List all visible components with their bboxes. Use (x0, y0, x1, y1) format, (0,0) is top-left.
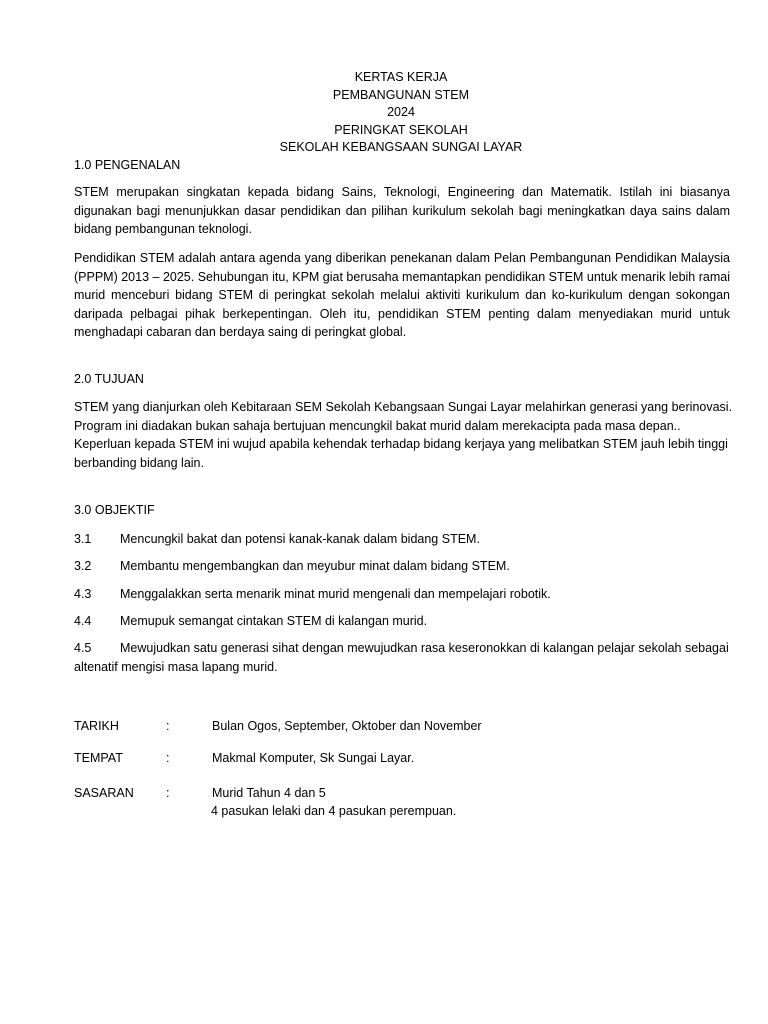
sasaran-colon: : (166, 786, 170, 800)
heading-objektif: 3.0 OBJEKTIF (74, 503, 155, 517)
objective-number: 4.3 (74, 587, 92, 601)
objective-number: 4.5 (74, 641, 92, 655)
objective-number: 3.2 (74, 559, 92, 573)
heading-pengenalan: 1.0 PENGENALAN (74, 158, 181, 172)
objective-text: Memupuk semangat cintakan STEM di kalangan murid. (120, 614, 428, 628)
objective-number: 3.1 (74, 532, 92, 546)
title-line-2: PEMBANGUNAN STEM (332, 87, 470, 102)
title-line-5: SEKOLAH KEBANGSAAN SUNGAI LAYAR (279, 140, 523, 155)
title-line-1: KERTAS KERJA (354, 70, 448, 84)
heading-tujuan: 2.0 TUJUAN (74, 372, 144, 386)
objective-text: Membantu mengembangkan dan meyubur minat dalam bidang STEM. (120, 559, 510, 573)
info-row-sasaran (74, 785, 734, 803)
tarikh-colon: : (166, 719, 170, 733)
objective-text: Menggalakkan serta menarik minat murid mengenali dan mempelajari robotik. (120, 587, 551, 601)
tarikh-value: Bulan Ogos, September, Oktober dan November (212, 719, 482, 733)
document-title (0, 69, 768, 157)
tempat-colon: : (166, 751, 170, 765)
sasaran-value: Murid Tahun 4 dan 5 (212, 786, 326, 800)
tarikh-label: TARIKH (74, 719, 119, 733)
title-line-3: 2024 (387, 105, 415, 120)
sasaran-detail: 4 pasukan lelaki dan 4 pasukan perempuan. (211, 804, 457, 818)
tempat-label: TEMPAT (74, 751, 123, 765)
pengenalan-paragraph-1: STEM merupakan singkatan kepada bidang Sains, Teknologi, Engineering dan Matematik. Istilah ini biasanya digunakan bagi menunjukkan dasar pendidikan dan pilihan kurikulum sekolah bagi meningkatkan daya sains dalam bidang pembangunan teknologi. (74, 185, 730, 237)
objective-text: Mewujudkan satu generasi sihat dengan mewujudkan rasa keseronokkan di kalangan pelajar sekolah sebagai altenatif mengisi masa lapang murid. (74, 641, 729, 674)
objective-item (74, 639, 734, 676)
objective-item (74, 585, 734, 604)
title-line-4: PERINGKAT SEKOLAH (334, 122, 468, 137)
sasaran-label: SASARAN (74, 786, 134, 800)
info-row-tempat (74, 750, 734, 768)
objective-text: Mencungkil bakat dan potensi kanak-kanak dalam bidang STEM. (120, 532, 480, 546)
tujuan-paragraph: STEM yang dianjurkan oleh Kebitaraan SEM Sekolah Kebangsaan Sungai Layar melahirkan generasi yang berinovasi. Program ini diadakan bukan sahaja bertujuan mencungkil bakat murid dalam merekacipta pada masa depan.. Keperluan kepada STEM ini wujud apabila kehendak terhadap bidang kerjaya yang melibatkan STEM jauh lebih tinggi berbanding bidang lain. (74, 400, 733, 470)
pengenalan-paragraph-2: Pendidikan STEM adalah antara agenda yang diberikan penekanan dalam Pelan Pembangunan Pendidikan Malaysia (PPPM) 2013 – 2025. Sehubungan itu, KPM giat berusaha memantapkan pendidikan STEM untuk menarik lebih ramai murid menceburi bidang STEM di peringkat sekolah melalui aktiviti kurikulum dan ko-kurikulum dengan sokongan daripada pelbagai pihak berkepentingan. Oleh itu, pendidikan STEM penting dalam menyediakan murid untuk menghadapi cabaran dan berdaya saing di peringkat global. (74, 251, 730, 340)
objective-item (74, 557, 734, 576)
objective-item (74, 530, 734, 549)
objective-number: 4.4 (74, 614, 92, 628)
tempat-value: Makmal Komputer, Sk Sungai Layar. (212, 751, 415, 765)
info-row-tarikh (74, 718, 734, 736)
objective-item (74, 612, 734, 631)
